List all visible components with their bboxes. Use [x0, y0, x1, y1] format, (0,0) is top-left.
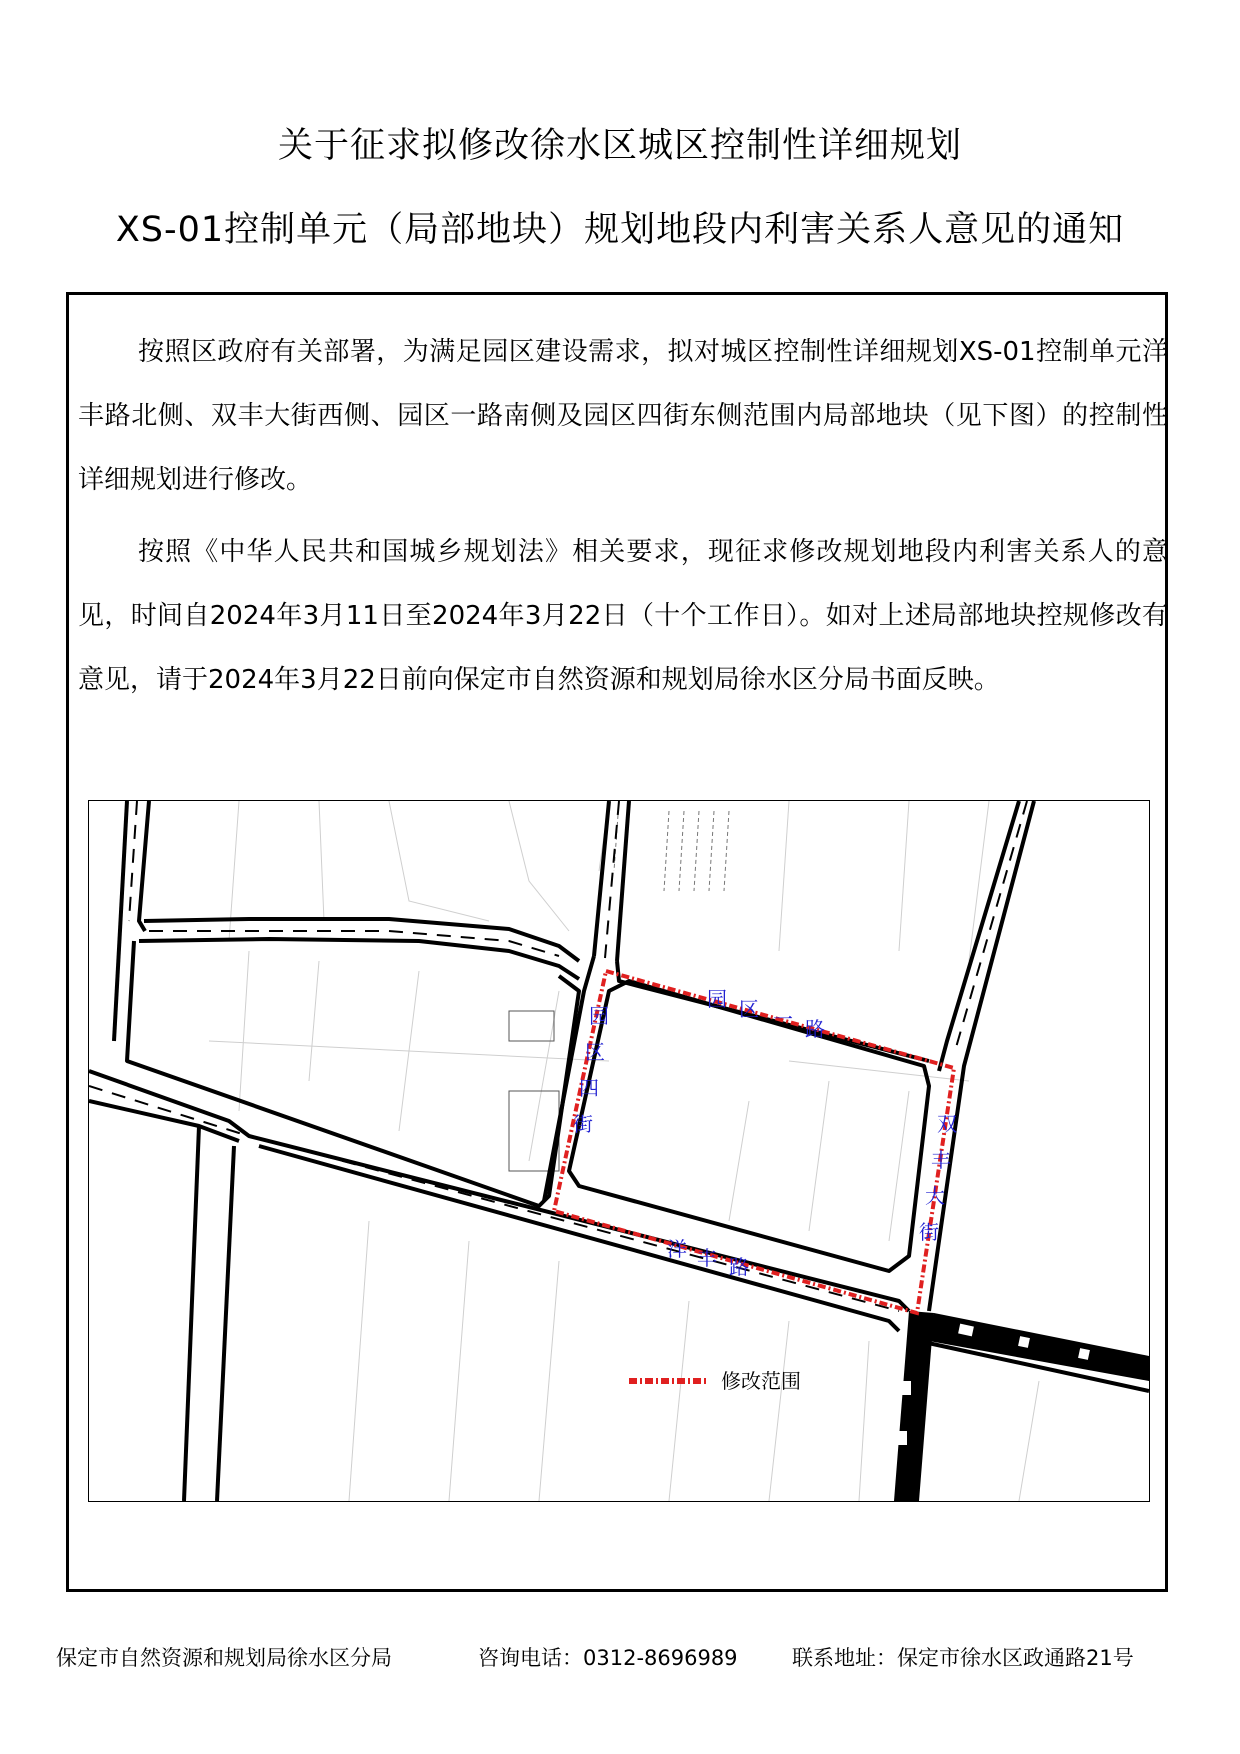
- road-label-east-2: 丰: [931, 1148, 951, 1172]
- road-label-south-2: 丰: [697, 1246, 717, 1270]
- footer-address: 联系地址：保定市徐水区政通路21号: [792, 1646, 1134, 1670]
- planning-map-drawing: [89, 801, 1149, 1501]
- notice-title-line2: XS-01控制单元（局部地块）规划地段内利害关系人意见的通知: [115, 210, 1125, 250]
- road-label-east-3: 大: [925, 1184, 945, 1208]
- notice-title-line1: 关于征求拟修改徐水区城区控制性详细规划: [277, 126, 962, 166]
- modification-boundary: [554, 971, 954, 1313]
- body-paragraph-2: 按照《中华人民共和国城乡规划法》相关要求，现征求修改规划地段内利害关系人的意见，时间自2024年3月11日至2024年3月22日（十个工作日）。如对上述局部地块控规修改有意见，请于2024年3月22日前向保定市自然资源和规划局徐水区分局书面反映。: [78, 537, 1168, 695]
- planning-map: [88, 800, 1150, 1502]
- road-label-north-1: 园: [707, 987, 727, 1011]
- road-label-north-2: 区: [739, 997, 759, 1021]
- map-legend: [629, 1369, 801, 1393]
- parking-rows: [614, 801, 729, 891]
- road-label-north-4: 路: [805, 1017, 825, 1041]
- road-label-west-3: 四: [579, 1076, 599, 1100]
- road-label-west-1: 园: [589, 1004, 609, 1028]
- road-label-south-3: 路: [729, 1255, 749, 1279]
- footer-phone: 咨询电话：0312-8696989: [478, 1646, 738, 1670]
- road-label-west-2: 区: [585, 1040, 605, 1064]
- road-outlines: [89, 801, 1149, 1501]
- legend-label: 修改范围: [721, 1369, 801, 1393]
- road-label-north-3: 一: [773, 1007, 793, 1031]
- body-paragraph-1: 按照区政府有关部署，为满足园区建设需求，拟对城区控制性详细规划XS-01控制单元洋丰路北侧、双丰大街西侧、园区一路南侧及园区四街东侧范围内局部地块（见下图）的控制性详细规划进行修改。: [78, 337, 1168, 495]
- footer-organization: 保定市自然资源和规划局徐水区分局: [56, 1646, 392, 1670]
- road-label-west-4: 街: [573, 1112, 593, 1136]
- road-label-east-4: 街: [919, 1220, 939, 1244]
- road-label-south-1: 洋: [667, 1237, 687, 1261]
- road-label-east-1: 双: [937, 1112, 957, 1136]
